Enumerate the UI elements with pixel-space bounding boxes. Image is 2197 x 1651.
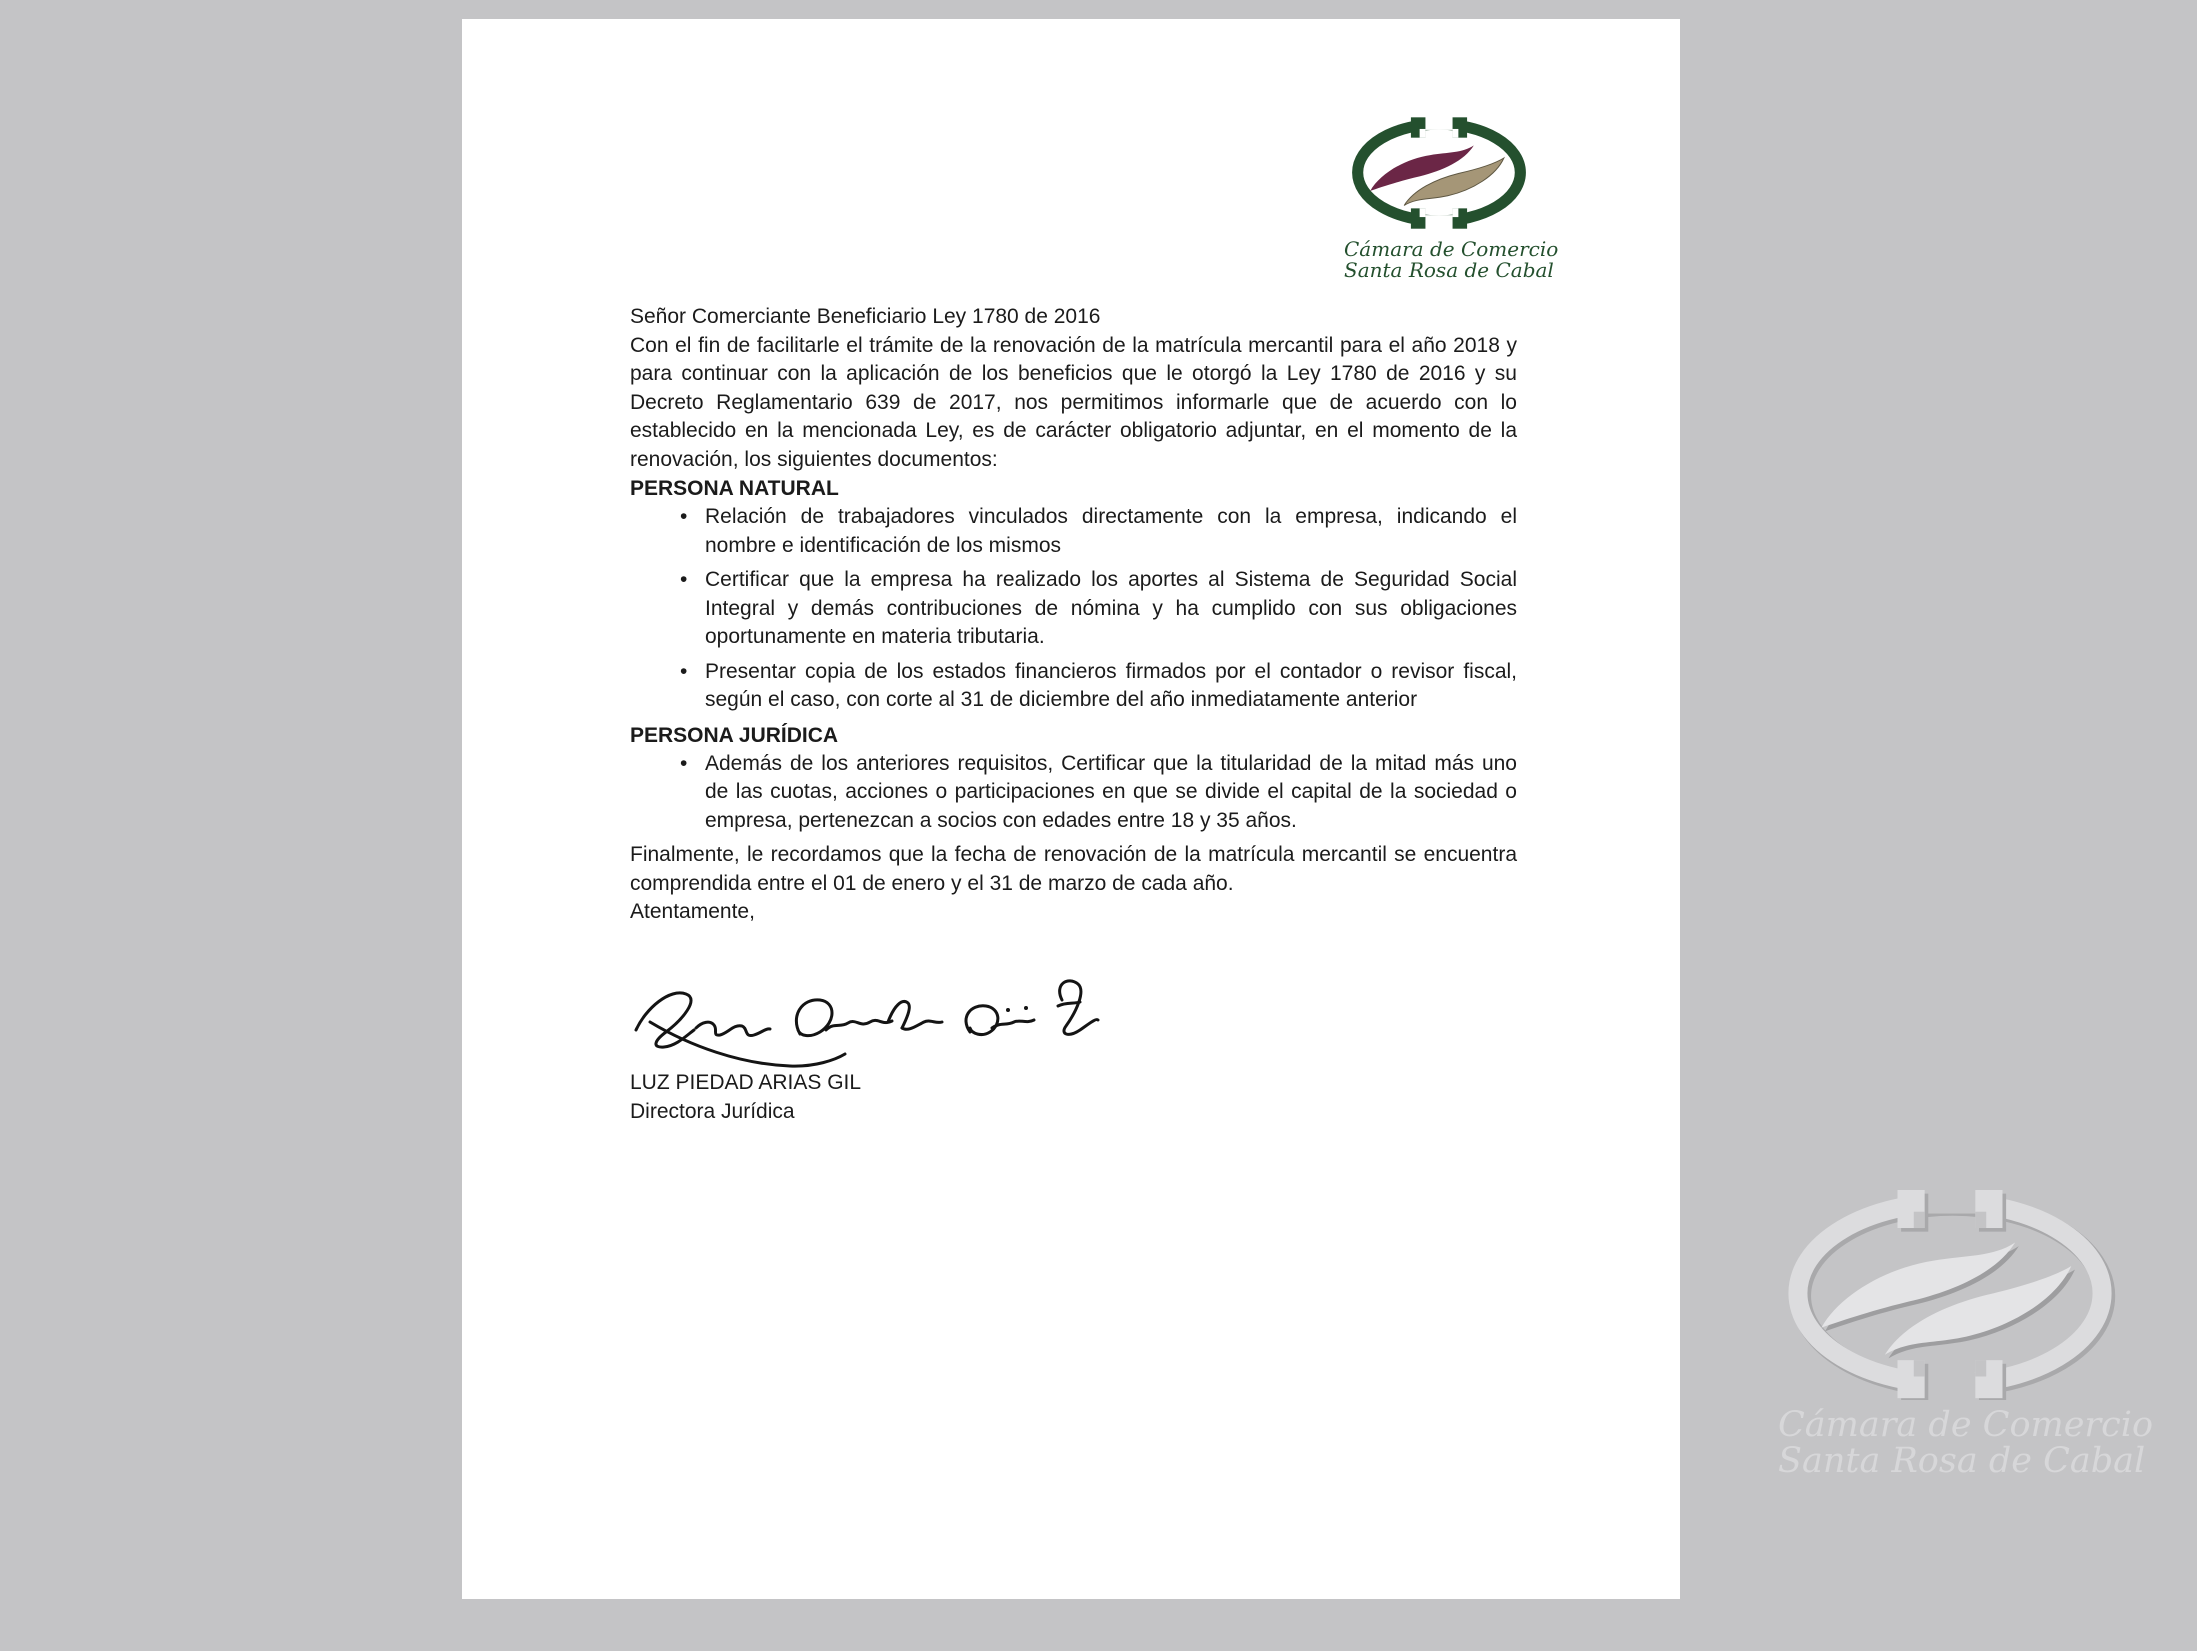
chamber-logo-icon xyxy=(1347,117,1531,230)
logo-caption xyxy=(1344,237,1559,282)
persona-juridica-list xyxy=(630,750,1517,836)
farewell-line: Atentamente, xyxy=(630,900,755,923)
watermark xyxy=(1778,1190,2154,1481)
watermark-logo-icon xyxy=(1778,1190,2122,1400)
logo-caption-line1: Cámara de Comercio xyxy=(1344,237,1559,261)
signature-area xyxy=(630,972,1517,1068)
chamber-logo xyxy=(1344,117,1559,282)
letter-content xyxy=(630,303,1517,1126)
bullet-item: • Además de los anteriores requisitos, Certificar que la titularidad de la mitad más uno de las cuotas, acciones o participaciones en que se divide el capital de la sociedad o empresa, pertenezcan a socios con edades entre 18 y 35 años. xyxy=(630,750,1517,836)
signer-title: Directora Jurídica xyxy=(630,1099,795,1123)
signer-name: LUZ PIEDAD ARIAS GIL xyxy=(630,1070,862,1094)
watermark-caption-line1: Cámara de Comercio xyxy=(1778,1405,2154,1445)
letter-page xyxy=(462,19,1680,1599)
recipient-line: Señor Comerciante Beneficiario Ley 1780 de 2016 xyxy=(630,305,1101,328)
persona-natural-list xyxy=(630,503,1517,715)
section-heading-persona-natural: PERSONA NATURAL xyxy=(630,477,839,500)
bullet-item: • Relación de trabajadores vinculados directamente con la empresa, indicando el nombre e identificación de los mismos xyxy=(630,503,1517,560)
intro-paragraph: Con el fin de facilitarle el trámite de la renovación de la matrícula mercantil para el año 2018 y para continuar con la aplicación de los beneficios que le otorgó la Ley 1780 de 2016 y su Decreto Reglamentario 639 de 2017, nos permitimos informarle que de acuerdo con lo establecido en la mencionada Ley, es de carácter obligatorio adjuntar, en el momento de la renovación, los siguientes documentos: xyxy=(630,333,1517,471)
signature-icon xyxy=(630,972,1100,1068)
logo-caption-line2: Santa Rosa de Cabal xyxy=(1344,258,1554,282)
bullet-item: • Presentar copia de los estados financieros firmados por el contador o revisor fiscal, según el caso, con corte al 31 de diciembre del año inmediatamente anterior xyxy=(630,658,1517,715)
watermark-caption xyxy=(1778,1405,2154,1481)
bullet-item: • Certificar que la empresa ha realizado los aportes al Sistema de Seguridad Social Integral y demás contribuciones de nómina y ha cumplido con sus obligaciones oportunamente en materia tributaria. xyxy=(630,566,1517,652)
watermark-caption-line2: Santa Rosa de Cabal xyxy=(1778,1441,2146,1481)
section-heading-persona-juridica: PERSONA JURÍDICA xyxy=(630,723,839,747)
closing-paragraph: Finalmente, le recordamos que la fecha de renovación de la matrícula mercantil se encuentra comprendida entre el 01 de enero y el 31 de marzo de cada año. xyxy=(630,843,1517,895)
